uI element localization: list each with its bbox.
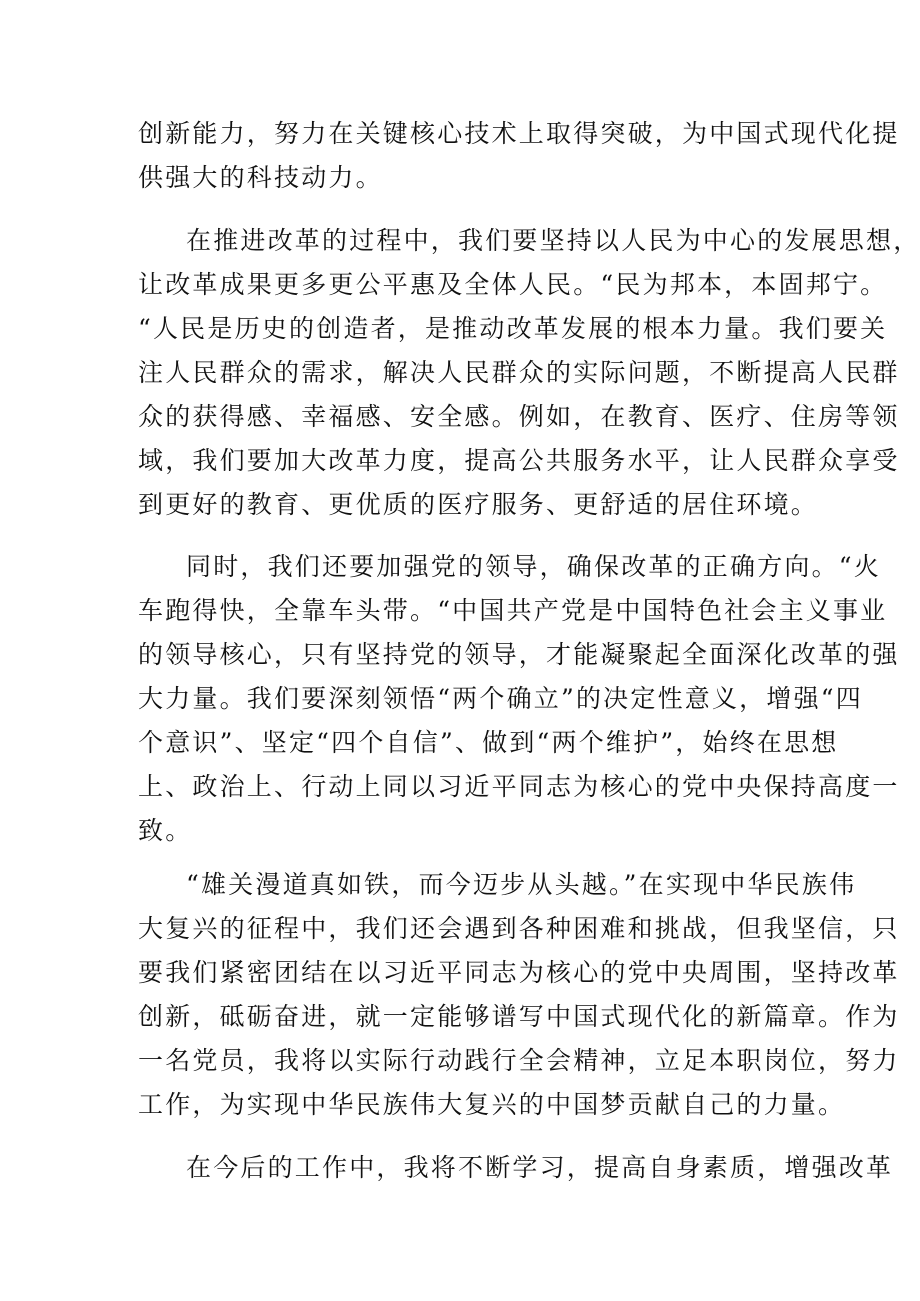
text-line: 的领导核心，只有坚持党的领导，才能凝聚起全面深化改革的强 [138,640,900,669]
text-line: 工作，为实现中华民族伟大复兴的中国梦贡献自己的力量。 [138,1090,846,1119]
text-line: 让改革成果更多更公平惠及全体人民。“民为邦本，本固邦宁。 [138,270,888,299]
paragraph-first-line: 在今后的工作中，我将不断学习，提高自身素质，增强改革 [186,1153,894,1182]
text-line: 众的获得感、幸福感、安全感。例如，在教育、医疗、住房等领 [138,402,900,431]
paragraph-first-line: “雄关漫道真如铁，而今迈步从头越。”在实现中华民族伟 [186,870,857,899]
text-line: 创新能力，努力在关键核心技术上取得突破，为中国式现代化提 [138,119,900,148]
text-line: 注人民群众的需求，解决人民群众的实际问题，不断提高人民群 [138,358,900,387]
text-line: 大复兴的征程中，我们还会遇到各种困难和挑战，但我坚信，只 [138,914,900,943]
text-line: 域，我们要加大改革力度，提高公共服务水平，让人民群众享受 [138,446,900,475]
text-line: “人民是历史的创造者，是推动改革发展的根本力量。我们要关 [138,314,888,343]
text-line: 致。 [138,816,193,845]
text-line: 车跑得快，全靠车头带。“中国共产党是中国特色社会主义事业 [138,596,888,625]
text-line: 个意识”、坚定“四个自信”、做到“两个维护”，始终在思想 [138,728,839,757]
text-line: 大力量。我们要深刻领悟“两个确立”的决定性意义，增强“四 [138,684,863,713]
text-line: 上、政治上、行动上同以习近平同志为核心的党中央保持高度一 [138,772,900,801]
paragraph-first-line: 同时，我们还要加强党的领导，确保改革的正确方向。“火 [186,552,881,581]
text-line: 一名党员，我将以实际行动践行全会精神，立足本职岗位，努力 [138,1046,900,1075]
text-line: 创新，砥砺奋进，就一定能够谱写中国式现代化的新篇章。作为 [138,1002,900,1031]
text-line: 要我们紧密团结在以习近平同志为核心的党中央周围，坚持改革 [138,958,900,987]
paragraph-first-line: 在推进改革的过程中，我们要坚持以人民为中心的发展思想， [186,226,920,255]
text-line: 供强大的科技动力。 [138,163,383,192]
text-line: 到更好的教育、更优质的医疗服务、更舒适的居住环境。 [138,490,819,519]
